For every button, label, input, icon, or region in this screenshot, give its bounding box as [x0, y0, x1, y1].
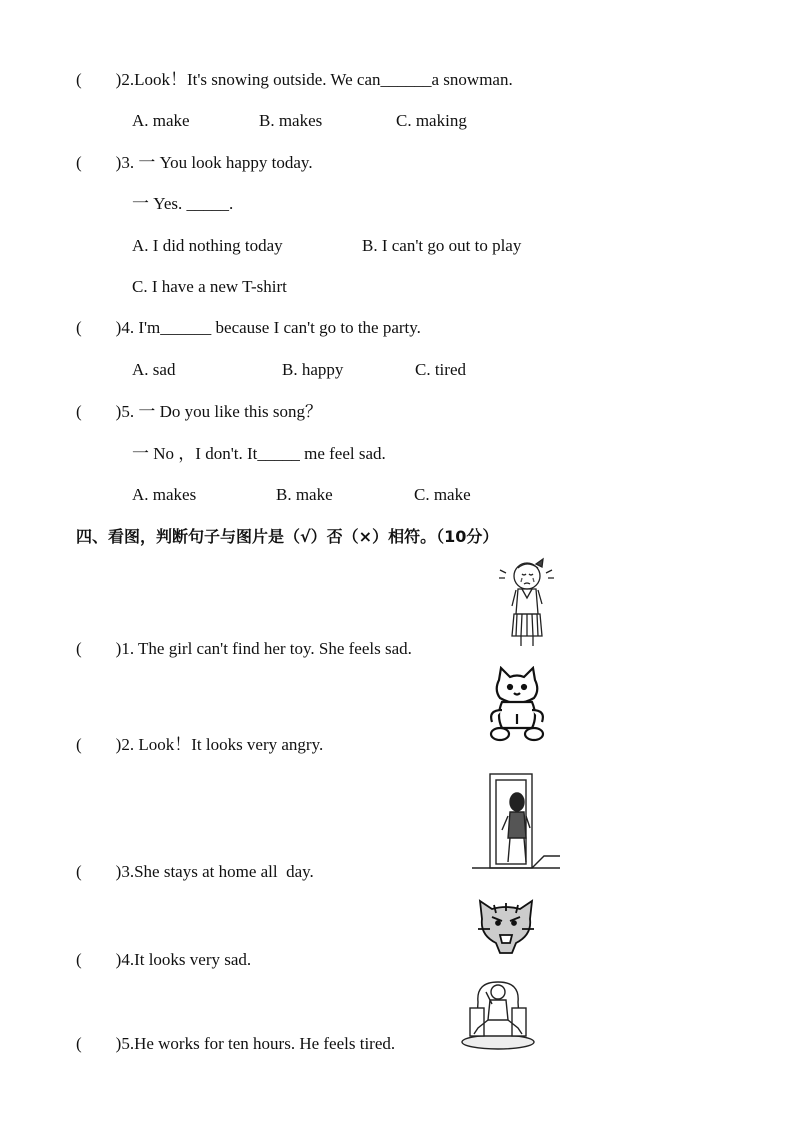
question-4-stem: ( )4. I'm______ because I can't go to the party.: [76, 318, 421, 337]
woman-door-picture: [472, 772, 560, 872]
question-2-stem: ( )2.Look！It's snowing outside. We can______a snowman.: [76, 70, 513, 89]
item-3-sentence: ( )3.She stays at home all day.: [76, 862, 314, 881]
q4-option-b: B. happy: [282, 360, 344, 379]
crying-girl-picture: [494, 556, 560, 650]
q2-option-b: B. makes: [259, 111, 323, 130]
q5-reply: 一 No ，I don't. It_____ me feel sad.: [132, 444, 386, 463]
q4-option-a: A. sad: [132, 360, 176, 379]
q5-option-a: A. makes: [132, 485, 197, 504]
q5-option-c: C. make: [414, 485, 471, 504]
item-2-sentence: ( )2. Look！It looks very angry.: [76, 735, 324, 754]
section-4-heading: 四、看图，判断句子与图片是（√）否（×）相符。（10分）: [76, 527, 499, 546]
item-4-sentence: ( )4.It looks very sad.: [76, 950, 252, 969]
cat-toy-picture: [484, 666, 550, 746]
q2-option-a: A. make: [132, 111, 190, 130]
q3-option-a: A. I did nothing today: [132, 236, 283, 255]
angry-cat-picture: [474, 895, 538, 961]
question-3-stem: ( )3. 一 You look happy today.: [76, 153, 313, 172]
item-5-sentence: ( )5.He works for ten hours. He feels tired.: [76, 1034, 396, 1053]
q4-option-c: C. tired: [415, 360, 466, 379]
question-5-stem: ( )5. 一 Do you like this song？: [76, 402, 323, 421]
q5-option-b: B. make: [276, 485, 333, 504]
q3-option-b: B. I can't go out to play: [362, 236, 522, 255]
man-armchair-picture: [460, 972, 536, 1052]
item-1-sentence: ( )1. The girl can't find her toy. She feels sad.: [76, 639, 412, 658]
q3-reply: 一 Yes. _____.: [132, 194, 234, 213]
q3-option-c: C. I have a new T-shirt: [132, 277, 287, 296]
q2-option-c: C. making: [396, 111, 467, 130]
